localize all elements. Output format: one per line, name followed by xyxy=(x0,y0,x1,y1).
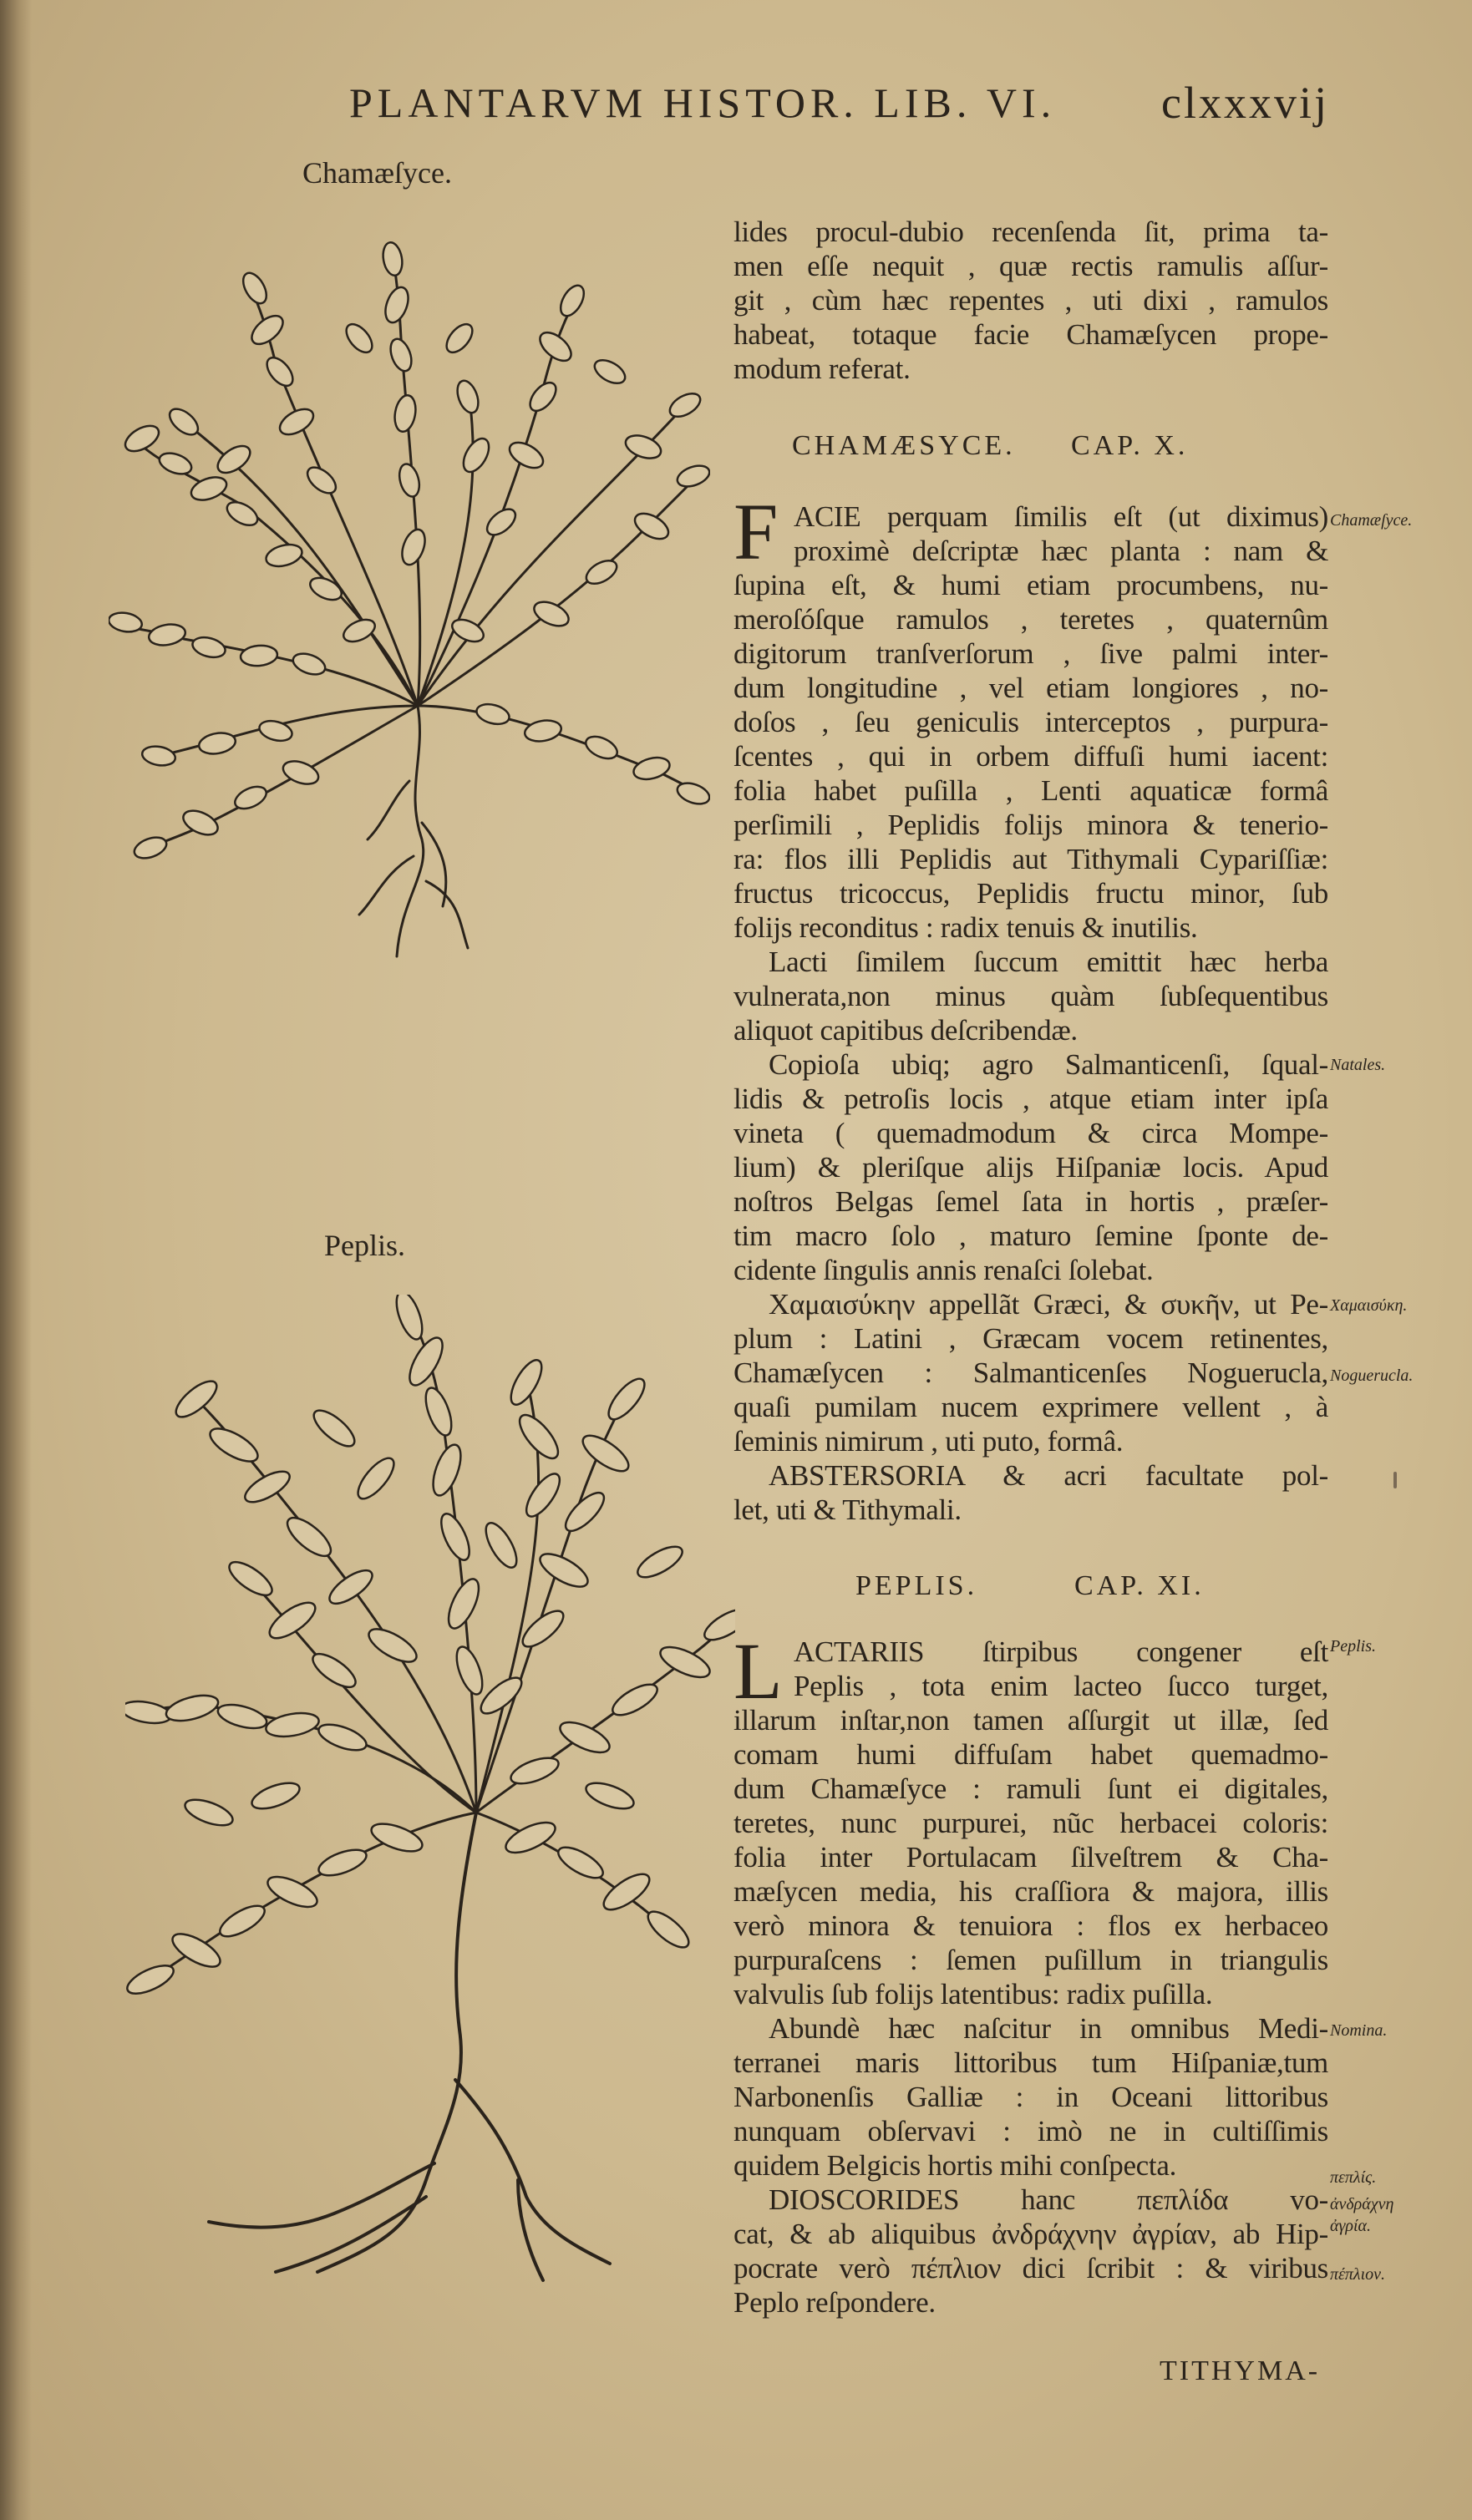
margin-note-peplis: Peplis. xyxy=(1330,1637,1376,1655)
margin-note-greek-name: Χαμαισύκη. xyxy=(1330,1296,1408,1315)
text-line: let, uti & Tithymali. xyxy=(733,1493,962,1526)
text-line: git , cùm hæc repentes , uti dixi , ramulos xyxy=(733,284,1328,317)
text-line: valvulis ſub folijs latentibus: radix puſilla. xyxy=(733,1978,1213,2010)
text-line: terranei maris littoribus tum Hiſpaniæ,tum xyxy=(733,2046,1328,2079)
margin-note-greek-4: πέπλιον. xyxy=(1330,2265,1386,2284)
text-line: verò minora & tenuiora : flos ex herbaceo xyxy=(733,1909,1328,1942)
figure-label-chamaesyce: Chamæſyce. xyxy=(302,156,452,190)
text-line: men eſſe nequit , quæ rectis ramulis aſſur- xyxy=(733,250,1328,282)
text-line: vulnerata,non minus quàm ſubſequentibus xyxy=(733,980,1328,1012)
text-line: Χαμαισύκην appellãt Græci, & συκῆν, ut Pe- xyxy=(769,1288,1328,1321)
text-line: mæſycen media, his craſſiora & majora, illis xyxy=(733,1875,1328,1908)
text-line: digitorum tranſverſorum , ſive palmi inter- xyxy=(733,637,1328,670)
text-line: pocrate verò πέπλιον dici ſcribit : & viribus xyxy=(733,2252,1328,2284)
chapter-x-heading-name: CHAMÆSYCE. xyxy=(792,430,1016,461)
margin-note-nomina: Nomina. xyxy=(1330,2021,1388,2040)
text-line: plum : Latini , Græcam vocem retinentes, xyxy=(733,1322,1328,1355)
text-line: comam humi diffuſam habet quemadmo- xyxy=(733,1738,1328,1771)
text-line: modum referat. xyxy=(733,352,911,385)
text-line: noſtros Belgas ſemel ſata in hortis , præſer- xyxy=(733,1185,1328,1218)
chapter-xi-heading-name: PEPLIS. xyxy=(855,1570,978,1601)
text-line: purpuraſcens : ſemen puſillum in triangulis xyxy=(733,1944,1328,1976)
text-line: fructus tricoccus, Peplidis fructu minor, ſub xyxy=(733,877,1328,910)
text-line: meroſóſque ramulos , teretes , quaternûm xyxy=(733,603,1328,636)
text-line: lidis & petroſis locis , atque etiam inter ipſa xyxy=(733,1083,1328,1115)
text-line: tim macro ſolo , maturo ſemine ſponte de- xyxy=(733,1219,1328,1252)
text-line: ſeminis nimirum , uti puto, formâ. xyxy=(733,1425,1124,1458)
text-line: folia inter Portulacam ſilveſtrem & Cha- xyxy=(733,1841,1328,1874)
text-line: DIOSCORIDES hanc πεπλίδα vo- xyxy=(769,2183,1328,2216)
chapter-x-dropcap: F xyxy=(733,487,779,576)
text-line: ſcentes , qui in orbem diffuſi humi iacent: xyxy=(733,740,1328,773)
text-line: ra: flos illi Peplidis aut Tithymali Cypariſſiæ: xyxy=(733,843,1328,875)
paper-blemish xyxy=(1393,1472,1397,1488)
text-line: Chamæſycen : Salmanticenſes Noguerucla, xyxy=(733,1356,1328,1389)
page-gutter-shadow xyxy=(0,0,32,2520)
text-line: Narbonenſis Galliæ : in Oceani littoribus xyxy=(733,2081,1328,2113)
text-line: cidente ſingulis annis renaſci ſolebat. xyxy=(733,1254,1154,1286)
text-line: vineta ( quemadmodum & circa Mompe- xyxy=(733,1117,1328,1149)
text-line: teretes, nunc purpurei, nũc herbacei coloris: xyxy=(733,1807,1328,1839)
text-line: nunquam obſervavi : imò ne in cultiſſimis xyxy=(733,2115,1328,2147)
text-line: lium) & pleriſque alijs Hiſpaniæ locis. Apud xyxy=(733,1151,1328,1184)
text-line: ACTARIIS ſtirpibus congener eſt xyxy=(794,1635,1328,1668)
text-line: Lacti ſimilem ſuccum emittit hæc herba xyxy=(769,946,1328,978)
intro-text xyxy=(733,215,1328,386)
margin-note-chamaesyce: Chamæſyce. xyxy=(1330,511,1413,530)
margin-note-greek-1: πεπλίς. xyxy=(1330,2168,1377,2187)
text-line: illarum inſtar,non tamen aſſurgit ut illæ, ſed xyxy=(733,1704,1328,1737)
margin-note-natales: Natales. xyxy=(1330,1056,1386,1074)
chapter-x-paragraph-1 xyxy=(733,499,1328,1527)
text-line: folia habet puſilla , Lenti aquaticæ formâ xyxy=(733,774,1328,807)
running-title: PLANTARVM HISTOR. LIB. VI. xyxy=(349,79,1057,126)
text-line: doſos , ſeu geniculis interceptos , purpura- xyxy=(733,706,1328,738)
chapter-x-heading-cap: CAP. X. xyxy=(1071,430,1189,461)
text-line: folijs reconditus : radix tenuis & inutilis. xyxy=(733,911,1198,944)
margin-note-greek-3: ἀγρία. xyxy=(1330,2217,1372,2235)
figure-label-peplis: Peplis. xyxy=(324,1229,406,1262)
chapter-xi-heading-cap: CAP. XI. xyxy=(1074,1570,1205,1601)
text-line: Peplis , tota enim lacteo ſucco turget, xyxy=(794,1670,1328,1702)
text-line: Peplo reſpondere. xyxy=(733,2286,936,2319)
peplis-woodcut-illustration xyxy=(125,1295,735,2297)
text-line: quidem Belgicis hortis mihi conſpecta. xyxy=(733,2149,1177,2182)
margin-note-greek-2: ἀνδράχνη xyxy=(1330,2195,1394,2213)
chapter-xi-dropcap: L xyxy=(733,1626,783,1716)
text-line: cat, & ab aliquibus ἀνδράχνην ἀγρίαν, ab Hip- xyxy=(733,2218,1328,2250)
chamaesyce-woodcut-illustration xyxy=(109,238,710,973)
text-line: aliquot capitibus deſcribendæ. xyxy=(733,1014,1078,1047)
text-line: ſupina eſt, & humi etiam procumbens, nu- xyxy=(733,569,1328,601)
text-line: dum Chamæſyce : ramuli ſunt ei digitales, xyxy=(733,1772,1328,1805)
margin-note-noguerucla: Noguerucla. xyxy=(1330,1366,1414,1385)
text-line: quaſi pumilam nucem exprimere vellent , à xyxy=(733,1391,1328,1423)
text-line: perſimili , Peplidis folijs minora & tenerio- xyxy=(733,809,1328,841)
text-line: dum longitudine , vel etiam longiores , no- xyxy=(733,672,1328,704)
text-line: habeat, totaque facie Chamæſycen prope- xyxy=(733,318,1328,351)
chapter-xi-text xyxy=(733,1626,1328,2320)
text-line: proximè deſcriptæ hæc planta : nam & xyxy=(794,535,1328,567)
text-line: Copioſa ubiq; agro Salmanticenſi, ſqual- xyxy=(769,1048,1328,1081)
text-line: ACIE perquam ſimilis eſt (ut diximus) xyxy=(794,500,1328,533)
text-line: lides procul-dubio recenſenda ſit, prima ta- xyxy=(733,215,1328,248)
text-line: Abundè hæc naſcitur in omnibus Medi- xyxy=(769,2012,1328,2045)
page-number: clxxxvij xyxy=(1161,78,1329,128)
text-line: ABSTERSORIA & acri facultate pol- xyxy=(769,1459,1328,1492)
catchword: TITHYMA- xyxy=(1160,2355,1321,2386)
